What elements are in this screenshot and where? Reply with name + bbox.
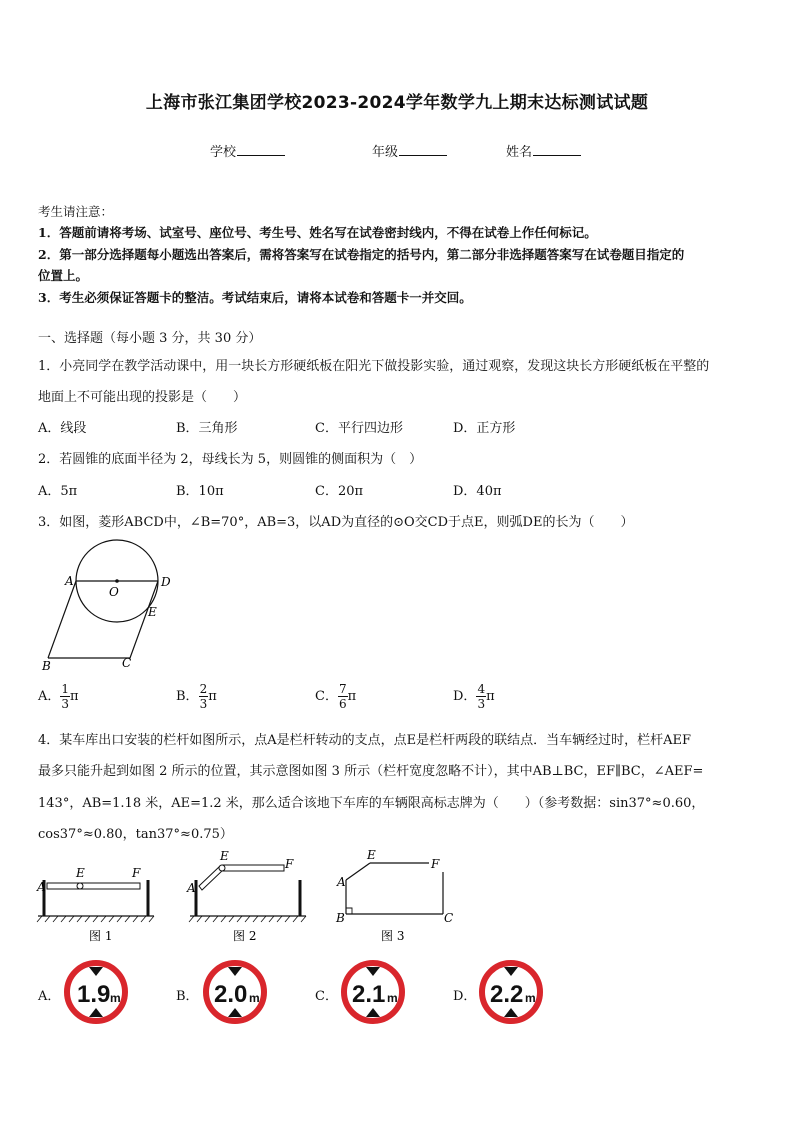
q3-center-dot: [115, 579, 119, 583]
q4-sign-b[interactable]: [203, 960, 267, 1024]
name-label: 姓名: [506, 145, 533, 160]
notice-heading: 考生请注意：: [38, 204, 114, 219]
q4-sign-d[interactable]: [479, 960, 543, 1024]
fig1-barrier-bar: [47, 883, 140, 889]
q3-side-ab: [48, 581, 76, 658]
q4-option-d-letter[interactable]: D．: [453, 989, 477, 1004]
q3-label-d: D: [161, 575, 171, 589]
fig2-joint-e: [219, 865, 225, 871]
q4-text-line1: 4．某车库出口安装的栏杆如图所示，点A是栏杆转动的支点，点E是栏杆两段的联结点．当车辆经过时，栏杆AEF: [38, 733, 692, 748]
q2-option-c[interactable]: C．20π: [315, 484, 364, 499]
name-blank[interactable]: [533, 143, 581, 156]
notice-item-1: 1．答题前请将考场、试室号、座位号、考生号、姓名写在试卷密封线内，不得在试卷上作任何标记。: [38, 225, 597, 240]
sign-a-unit: m: [110, 991, 121, 1005]
q3-label-o: O: [109, 585, 119, 599]
fig3-right-angle-mark: [346, 908, 352, 914]
q4-text-line4: cos37°≈0.80，tan37°≈0.75）: [38, 827, 233, 842]
q3-option-c-fraction: [338, 682, 348, 711]
q3-option-b-num: 2: [199, 682, 208, 696]
q3-option-a-pi: π: [70, 689, 79, 704]
page-title: 上海市张江集团学校2023-2024学年数学九上期末达标测试试题: [145, 93, 649, 113]
grade-label: 年级: [372, 145, 399, 160]
notice-item-2: 2．第一部分选择题每小题选出答案后，需将答案写在试卷指定的括号内，第二部分非选择题答案写在试卷题目指定的: [38, 247, 685, 262]
q1-text-line1: 1．小亮同学在教学活动课中，用一块长方形硬纸板在阳光下做投影实验，通过观察，发现这块长方形硬纸板在平整的: [38, 359, 710, 374]
q3-label-a: A: [65, 574, 74, 588]
section-heading: 一、选择题（每小题 3 分，共 30 分）: [38, 331, 262, 346]
fig2-caption: 图 2: [233, 929, 257, 943]
q2-option-b[interactable]: B．10π: [176, 484, 224, 499]
fig3-segment-ae: [346, 863, 370, 880]
q3-option-c-den: 6: [338, 697, 347, 711]
q3-rhombus-figure: [38, 536, 178, 676]
q2-option-d[interactable]: D．40π: [453, 484, 502, 499]
fig3-label-a: A: [337, 875, 346, 889]
q4-text-line2: 最多只能升起到如图 2 所示的位置，其示意图如图 3 所示（栏杆宽度忽略不计），其中AB⊥BC，EF∥BC，∠AEF=: [38, 764, 704, 779]
q3-option-c-num: 7: [338, 682, 347, 696]
q3-option-b[interactable]: [176, 682, 217, 711]
q2-option-a[interactable]: A．5π: [38, 484, 78, 499]
sign-b-unit: m: [249, 991, 260, 1005]
fig1-label-a: A: [37, 880, 46, 894]
q3-label-c: C: [122, 656, 132, 670]
school-label: 学校: [210, 145, 237, 160]
fig2-ground-hatch: [189, 916, 306, 922]
q3-option-a-num: 1: [61, 682, 70, 696]
q2-text: 2．若圆锥的底面半径为 2，母线长为 5，则圆锥的侧面积为（ ）: [38, 452, 423, 467]
sign-d-unit: m: [525, 991, 536, 1005]
fig1-label-f: F: [132, 866, 141, 880]
q3-option-a-fraction: [60, 682, 70, 711]
q4-option-a-letter[interactable]: A．: [38, 989, 61, 1004]
fig1-joint-e: [77, 883, 83, 889]
q4-sign-c[interactable]: [341, 960, 405, 1024]
q4-sign-a[interactable]: [64, 960, 128, 1024]
q3-option-d-fraction: [476, 682, 486, 711]
sign-d-value: 2.2: [490, 981, 524, 1008]
q1-option-b[interactable]: B．三角形: [176, 421, 238, 436]
q3-option-b-pi: π: [208, 689, 217, 704]
sign-c-value: 2.1: [352, 981, 386, 1008]
sign-b-value: 2.0: [214, 981, 248, 1008]
q3-option-d-letter: D．: [453, 689, 477, 704]
fig2-label-e: E: [220, 849, 229, 863]
q4-option-b-letter[interactable]: B．: [176, 989, 199, 1004]
q3-option-a-den: 3: [61, 697, 70, 711]
q3-text: 3．如图，菱形ABCD中，∠B=70°，AB=3，以AD为直径的⊙O交CD于点E，则弧DE的长为（ ）: [38, 515, 634, 530]
q3-option-d[interactable]: [453, 682, 495, 711]
q3-option-a[interactable]: [38, 682, 79, 711]
school-field[interactable]: [210, 141, 285, 160]
fig2-label-a: A: [187, 881, 196, 895]
q3-option-a-letter: A．: [38, 689, 61, 704]
fig1-ground-hatch: [37, 916, 154, 922]
notice-item-2-cont: 位置上。: [38, 268, 89, 283]
q3-label-b: B: [42, 659, 51, 673]
q1-option-d[interactable]: D．正方形: [453, 421, 516, 436]
fig3-label-e: E: [367, 848, 376, 862]
q3-option-d-pi: π: [486, 689, 495, 704]
fig3-label-c: C: [444, 911, 454, 925]
q1-text-line2: 地面上不可能出现的投影是（ ）: [38, 390, 247, 405]
q3-option-d-den: 3: [477, 697, 486, 711]
q3-option-c-letter: C．: [315, 689, 338, 704]
grade-field[interactable]: [372, 141, 447, 160]
notice-item-3: 3．考生必须保证答题卡的整洁。考试结束后，请将本试卷和答题卡一并交回。: [38, 290, 472, 305]
q3-option-c[interactable]: [315, 682, 356, 711]
fig2-label-f: F: [285, 857, 294, 871]
q3-option-b-fraction: [199, 682, 209, 711]
school-blank[interactable]: [237, 143, 285, 156]
q4-text-line3: 143°，AB=1.18 米，AE=1.2 米，那么适合该地下车库的车辆限高标志牌为（ ）（参考数据：sin37°≈0.60，: [38, 796, 705, 811]
q3-option-d-num: 4: [477, 682, 486, 696]
q3-option-b-letter: B．: [176, 689, 199, 704]
sign-a-value: 1.9: [77, 981, 111, 1008]
fig3-label-b: B: [336, 911, 345, 925]
sign-c-unit: m: [387, 991, 398, 1005]
q1-option-c[interactable]: C．平行四边形: [315, 421, 403, 436]
q4-figure-2: [184, 846, 308, 946]
grade-blank[interactable]: [399, 143, 447, 156]
fig1-caption: 图 1: [89, 929, 113, 943]
fig3-caption: 图 3: [381, 929, 405, 943]
fig1-label-e: E: [76, 866, 85, 880]
q4-option-c-letter[interactable]: C．: [315, 989, 338, 1004]
q3-option-c-pi: π: [347, 689, 357, 704]
q3-option-b-den: 3: [199, 697, 208, 711]
fig2-barrier-ef: [222, 865, 284, 871]
q4-figure-3: [330, 846, 460, 946]
name-field[interactable]: [506, 141, 581, 160]
fig3-label-f: F: [431, 857, 440, 871]
q1-option-a[interactable]: A．线段: [38, 421, 87, 436]
q3-label-e: E: [148, 605, 157, 619]
q3-side-cd: [130, 581, 158, 658]
q4-figure-1: [36, 860, 156, 946]
